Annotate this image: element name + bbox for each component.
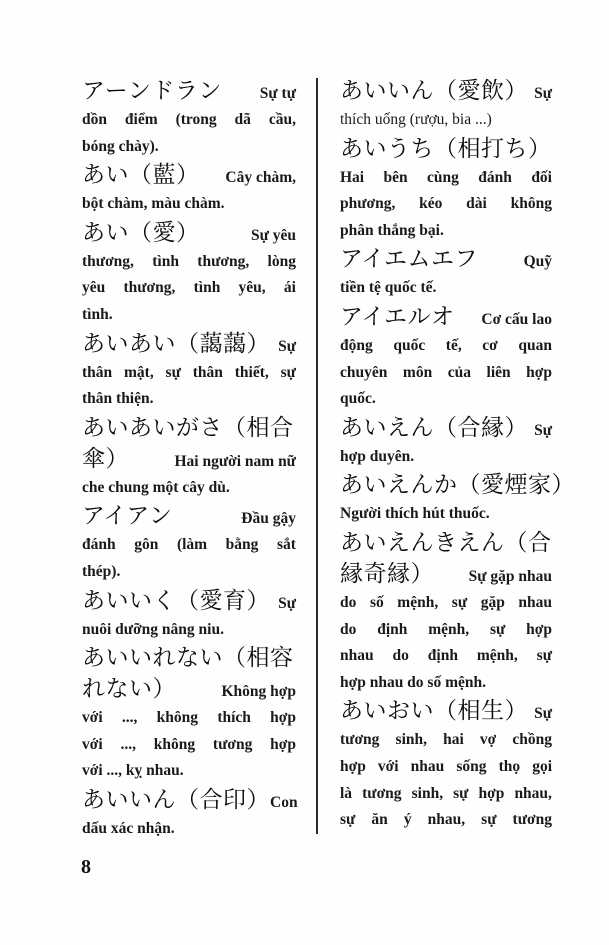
definition-word: thương,	[82, 252, 134, 270]
definition-text: quốc.	[340, 390, 376, 408]
definition-text: Sự	[534, 421, 552, 439]
definition-word: bằng	[225, 536, 259, 554]
definition-word: ...,	[121, 709, 138, 727]
definition-line	[340, 360, 552, 387]
entry-headword-line	[340, 413, 552, 444]
definition-word: sự	[481, 811, 497, 829]
definition-word: ái	[283, 279, 296, 297]
headword: あいおい（相生）	[340, 698, 528, 725]
definition-word: sự	[165, 363, 181, 381]
definition-word: sự	[340, 811, 356, 829]
definition-word: không	[510, 195, 552, 213]
definition-line	[340, 275, 552, 302]
definition-word: tình	[152, 252, 179, 270]
definition-word: sự	[453, 784, 469, 802]
definition-word: gọi	[532, 757, 552, 775]
definition-line	[82, 107, 296, 134]
column-divider	[316, 78, 318, 834]
definition-word: với	[377, 757, 399, 775]
definition-line	[340, 754, 552, 781]
definition-word: hợp	[340, 757, 366, 775]
definition-word: nhau,	[514, 784, 552, 802]
definition-word: mật,	[124, 363, 154, 381]
definition-word: yêu,	[238, 279, 266, 297]
definition-word: hai	[443, 731, 464, 749]
definition-word: thích	[217, 709, 251, 727]
definition-word: Hai	[340, 168, 365, 186]
headword: あいいく（愛育）	[82, 587, 270, 614]
definition-line	[340, 165, 552, 192]
definition-word: mệnh,	[428, 620, 470, 638]
definition-text: Con	[270, 793, 298, 811]
definition-text: Sự tự	[259, 85, 296, 102]
entry-headword-line	[82, 329, 296, 360]
definition-word: yêu	[82, 279, 106, 297]
definition-word: hợp	[526, 620, 552, 638]
headword: アイエルオ	[340, 303, 455, 330]
definition-text: Người thích hút thuốc.	[340, 505, 490, 523]
definition-line	[82, 816, 296, 843]
definition-line	[340, 386, 552, 413]
definition-word: sự	[451, 593, 468, 611]
definition-word: do	[340, 593, 357, 611]
headword: あいいん（愛飲）	[340, 78, 528, 104]
definition-line	[340, 643, 552, 670]
definition-word: tương	[362, 784, 402, 802]
definition-text: Sự yêu	[250, 226, 296, 244]
definition-line	[340, 191, 552, 218]
definition-word: thương,	[123, 279, 176, 297]
entry-headword-line	[340, 302, 552, 333]
headword: あい（藍）	[82, 162, 200, 189]
definition-line	[340, 218, 552, 245]
definition-line	[340, 670, 552, 697]
definition-line	[82, 559, 296, 586]
definition-word: với	[82, 709, 103, 727]
definition-word: (trong	[175, 111, 217, 128]
entry-headword-line	[82, 674, 296, 705]
definition-word: cầu,	[268, 111, 296, 128]
definition-word: sinh,	[411, 784, 444, 802]
definition-text: Hai người nam nữ	[174, 452, 296, 470]
definition-line	[82, 302, 296, 329]
headword: あいあいがさ（相合	[82, 414, 294, 441]
definition-text: hợp nhau do số mệnh.	[340, 673, 486, 691]
definition-text: che chung một cây dù.	[82, 478, 230, 496]
definition-word: ăn	[371, 811, 388, 829]
definition-word: nhau	[518, 593, 552, 611]
definition-word: chuyên	[340, 363, 388, 381]
headword: 縁奇縁）	[340, 560, 434, 587]
definition-word: là	[340, 784, 353, 802]
definition-text: phân thắng bại.	[340, 221, 444, 239]
entry-headword-line	[82, 643, 296, 674]
definition-word: hợp	[526, 363, 552, 381]
definition-line	[82, 705, 296, 732]
definition-word: dài	[466, 195, 487, 213]
definition-word: thiết,	[234, 363, 269, 381]
definition-text: với ..., kỵ nhau.	[82, 762, 184, 780]
definition-line	[82, 758, 296, 785]
definition-text: Sự	[534, 85, 552, 102]
definition-line	[82, 617, 296, 644]
definition-word: sự	[536, 647, 552, 665]
definition-text: tình.	[82, 305, 113, 323]
definition-word: ý	[403, 811, 412, 829]
definition-word: thân	[82, 363, 113, 381]
headword: あい（愛）	[82, 219, 200, 246]
definition-word: số	[369, 593, 384, 611]
definition-line	[82, 532, 296, 559]
definition-word: nhau	[410, 757, 445, 775]
definition-line	[340, 444, 552, 471]
definition-word: liên	[486, 363, 511, 381]
definition-word: cơ	[482, 336, 498, 354]
definition-word: sinh,	[395, 731, 427, 749]
definition-word: nhau	[340, 647, 374, 665]
definition-word: hợp	[270, 709, 296, 727]
definition-text: Sự	[534, 705, 552, 723]
headword: れない）	[82, 676, 176, 703]
definition-line	[82, 475, 296, 502]
definition-word: không	[153, 735, 196, 753]
definition-word: bên	[383, 168, 408, 186]
definition-word: dã	[234, 111, 251, 128]
definition-word: đánh	[82, 536, 116, 554]
definition-line	[340, 333, 552, 360]
definition-word: tương	[212, 735, 253, 753]
definition-word: mệnh,	[476, 647, 518, 665]
definition-word: (làm	[176, 536, 208, 554]
definition-line	[340, 727, 552, 754]
entry-headword-line	[82, 444, 296, 475]
entry-headword-line	[82, 76, 296, 107]
headword: あいえん（合縁）	[340, 414, 528, 441]
definition-text: thép).	[82, 562, 121, 580]
definition-word: phương,	[340, 195, 396, 213]
headword: あいうち（相打ち）	[340, 135, 552, 162]
headword: あいいれない（相容	[82, 645, 294, 672]
definition-word: định	[427, 647, 458, 665]
entry-headword-line	[82, 160, 296, 191]
entry-headword-line	[82, 785, 296, 816]
definition-text: hợp duyên.	[340, 447, 415, 465]
definition-text: thân thiện.	[82, 390, 154, 408]
definition-word: điểm	[124, 111, 158, 128]
entry-headword-line	[82, 586, 296, 617]
entry-headword-line	[340, 528, 552, 559]
definition-word: đối	[531, 168, 552, 186]
definition-line	[82, 275, 296, 302]
definition-word: ...,	[120, 735, 136, 753]
definition-word: của	[447, 363, 471, 381]
definition-word: chồng	[512, 731, 552, 749]
definition-word: vợ	[479, 731, 497, 749]
definition-word: sắt	[277, 536, 296, 554]
definition-word: tương	[340, 731, 380, 749]
definition-word: cùng	[427, 168, 459, 186]
definition-word: đánh	[478, 168, 512, 186]
definition-text: nuôi dưỡng nâng niu.	[82, 620, 224, 638]
definition-word: quan	[518, 336, 552, 354]
right-column	[340, 76, 575, 834]
definition-text: dấu xác nhận.	[82, 819, 175, 837]
definition-word: nhau,	[427, 811, 466, 829]
definition-word: dồn	[82, 111, 107, 128]
definition-line	[82, 386, 296, 413]
headword: あいえんきえん（合	[340, 529, 552, 556]
definition-word: động	[340, 336, 373, 354]
entry-headword-line	[340, 244, 552, 275]
definition-text: Cơ cấu lao	[481, 310, 552, 328]
entry-headword-line	[340, 470, 575, 501]
definition-text: Sự	[278, 337, 296, 355]
definition-text: Cây chàm,	[225, 169, 296, 187]
definition-word: tình	[193, 279, 221, 297]
definition-word: môn	[402, 363, 433, 381]
definition-word: sự	[489, 620, 506, 638]
definition-line	[340, 590, 552, 617]
entry-headword-line	[82, 218, 296, 249]
definition-word: gôn	[134, 536, 159, 554]
definition-line	[82, 134, 296, 161]
entry-headword-line	[82, 501, 296, 532]
entry-headword-line	[82, 413, 296, 444]
definition-word: không	[156, 709, 199, 727]
definition-line	[340, 501, 552, 528]
definition-line	[82, 360, 296, 387]
definition-text: Quỹ	[523, 253, 552, 271]
left-column	[82, 76, 296, 843]
headword: あいいん（合印）	[82, 786, 270, 813]
definition-text: thích uống (rượu, bia ...)	[340, 111, 492, 128]
definition-word: lòng	[267, 252, 296, 270]
entry-headword-line	[340, 696, 552, 727]
headword: アイエムエフ	[340, 246, 479, 273]
definition-line	[82, 191, 296, 218]
definition-line	[340, 807, 552, 834]
definition-text: Sự	[278, 594, 296, 612]
definition-word: hợp	[478, 784, 505, 802]
headword: アイアン	[82, 503, 173, 530]
headword: あいあい（藹藹）	[82, 330, 270, 357]
definition-word: hợp	[270, 735, 296, 753]
definition-word: thân	[192, 363, 223, 381]
definition-word: thương,	[197, 252, 250, 270]
headword: 傘）	[82, 445, 129, 472]
definition-word: với	[82, 735, 103, 753]
definition-line	[82, 249, 296, 276]
definition-word: định	[377, 620, 408, 638]
definition-line	[82, 732, 296, 759]
definition-word: do	[340, 620, 357, 638]
definition-word: mệnh,	[397, 593, 439, 611]
definition-word: thọ	[498, 757, 521, 775]
definition-word: do	[392, 647, 409, 665]
definition-word: tế,	[445, 336, 462, 354]
definition-line	[340, 107, 552, 134]
definition-text: tiền tệ quốc tế.	[340, 279, 437, 297]
headword: あいえんか（愛煙家）	[340, 472, 575, 499]
entry-headword-line	[340, 559, 552, 590]
page-number: 8	[81, 856, 91, 878]
entry-headword-line	[340, 76, 552, 107]
definition-word: kéo	[419, 195, 443, 213]
headword: アーンドラン	[82, 78, 222, 104]
definition-text: Sự gặp nhau	[468, 567, 552, 585]
definition-text: Đầu gậy	[241, 510, 296, 528]
definition-word: quốc	[393, 336, 426, 354]
definition-line	[340, 781, 552, 808]
definition-word: tương	[512, 811, 552, 829]
definition-word: gặp	[480, 593, 505, 611]
definition-word: sự	[280, 363, 296, 381]
definition-text: Không hợp	[221, 683, 296, 701]
definition-line	[340, 617, 552, 644]
definition-text: bóng chày).	[82, 137, 159, 155]
definition-word: sống	[456, 757, 487, 775]
entry-headword-line	[340, 134, 552, 165]
definition-text: bột chàm, màu chàm.	[82, 195, 225, 213]
